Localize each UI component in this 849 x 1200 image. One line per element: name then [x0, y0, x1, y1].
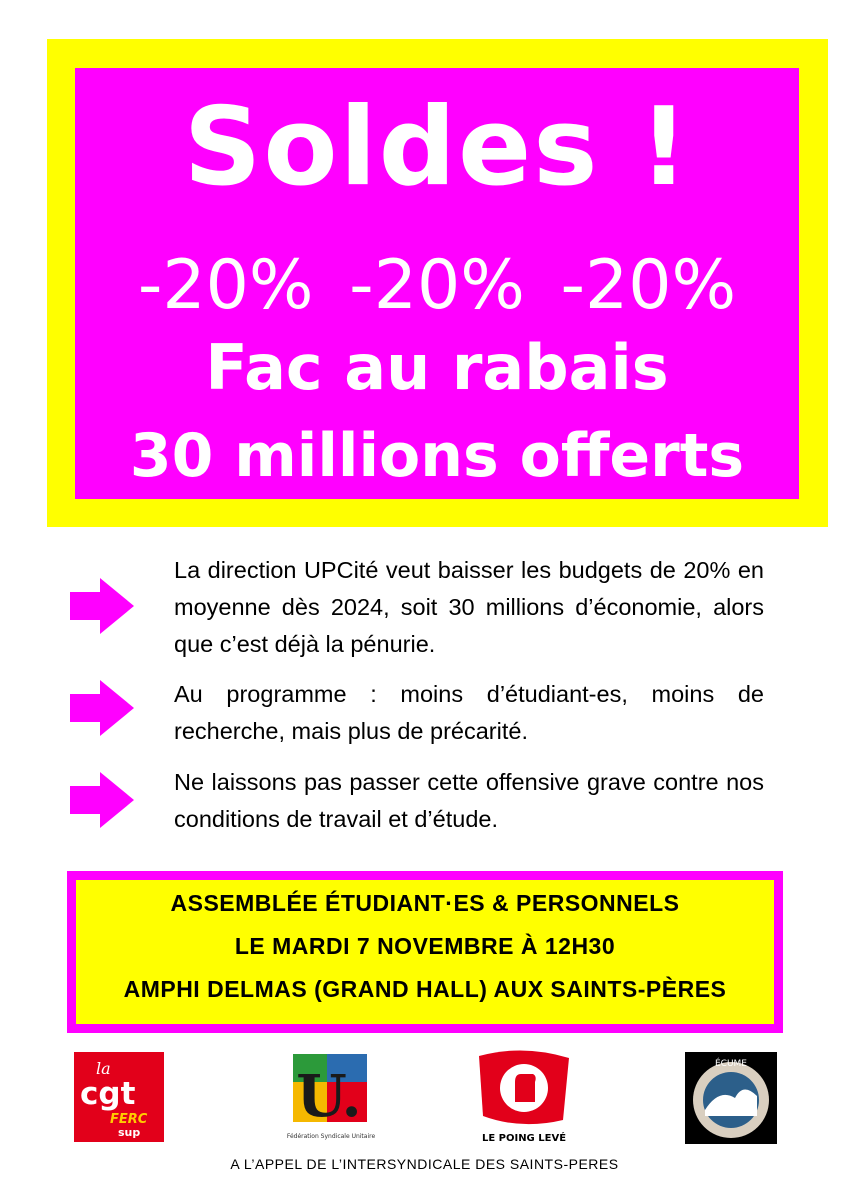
headline-discounts: -20% -20% -20% — [137, 246, 737, 325]
fsu-letter: U. — [296, 1062, 362, 1130]
bullet-text: La direction UPCité veut baisser les budgets de 20% en moyenne dès 2024, soit 30 millions d’économie, alors que c’est déjà la pénurie. — [174, 557, 764, 657]
assembly-date: LE MARDI 7 NOVEMBRE À 12H30 — [234, 933, 616, 959]
arrow-right-icon — [70, 578, 134, 634]
cgt-ferc-sup-logo — [74, 1052, 164, 1142]
arrow-right-icon — [70, 772, 134, 828]
arrow-right-icon — [70, 680, 134, 736]
assembly-box — [76, 880, 774, 1024]
poing-leve-graphic — [475, 1046, 573, 1146]
assembly-title: ASSEMBLÉE ÉTUDIANT·ES & PERSONNELS — [170, 890, 680, 916]
ecume-graphic — [685, 1052, 777, 1144]
cgt-logo-graphic — [74, 1052, 164, 1142]
ecume-logo — [685, 1052, 777, 1144]
ecume-name: ÉCUME — [714, 1059, 748, 1069]
bullet-text: Au programme : moins d’étudiant-es, moins de recherche, mais plus de précarité. — [174, 681, 764, 744]
headline-subtitle: Fac au rabais — [205, 331, 669, 404]
headline-box — [75, 68, 799, 499]
cgt-sub2-text: sup — [118, 1126, 141, 1139]
headline-tagline: 30 millions offerts — [129, 421, 745, 491]
assembly-location: AMPHI DELMAS (GRAND HALL) AUX SAINTS-PÈRES — [123, 976, 727, 1002]
fsu-caption: Fédération Syndicale Unitaire — [286, 1133, 376, 1140]
cgt-small-text: la — [96, 1059, 111, 1078]
fsu-logo-graphic — [283, 1050, 379, 1146]
footer-text: A L’APPEL DE L’INTERSYNDICALE DES SAINTS-PERES — [230, 1156, 619, 1172]
cgt-sub-text: FERC — [110, 1112, 148, 1127]
poing-leve-logo — [475, 1046, 573, 1146]
fsu-logo — [283, 1050, 379, 1146]
poing-leve-caption: LE POING LEVÉ — [481, 1133, 567, 1144]
cgt-main-text: cgt — [80, 1076, 136, 1112]
bullet-text: Ne laissons pas passer cette offensive grave contre nos conditions de travail et d’étude. — [174, 769, 764, 832]
headline-title: Soldes ! — [183, 85, 691, 210]
